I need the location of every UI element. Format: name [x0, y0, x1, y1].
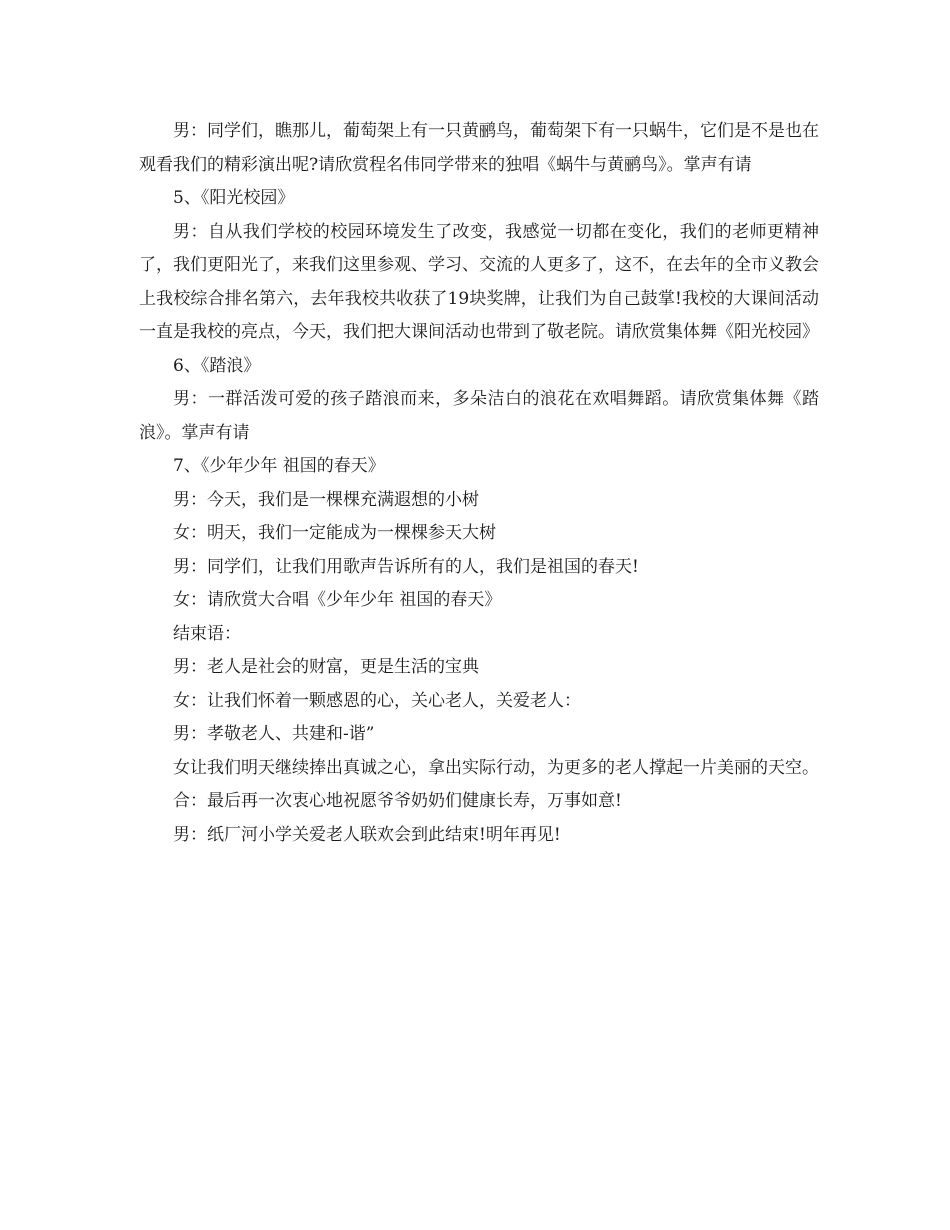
dialogue-line: 男：同学们，让我们用歌声告诉所有的人，我们是祖国的春天!	[173, 556, 639, 577]
dialogue-line: 男：今天，我们是一棵棵充满遐想的小树	[173, 489, 479, 510]
dialogue-line: 合：最后再一次衷心地祝愿爷爷奶奶们健康长寿，万事如意!	[173, 791, 622, 811]
dialogue-line: 女：让我们怀着一颗感恩的心，关心老人，关爱老人：	[173, 690, 581, 711]
dialogue-line: 男：老人是社会的财富，更是生活的宝典	[173, 657, 479, 677]
dialogue-line: 女让我们明天继续捧出真诚之心，拿出实际行动，为更多的老人撑起一片美丽的天空。	[173, 757, 819, 778]
closing-remarks-heading: 结束语：	[173, 623, 241, 644]
paragraph-host-intro-dance-2: 男：一群活泼可爱的孩子踏浪而来，多朵洁白的浪花在欢唱舞蹈。请欣赏集体舞《踏浪》。掌声有请	[139, 389, 819, 443]
document-body	[139, 115, 819, 852]
dialogue-line: 女：请欣赏大合唱《少年少年 祖国的春天》	[173, 590, 502, 610]
paragraph-host-intro-dance-1: 男：自从我们学校的校园环境发生了改变，我感觉一切都在变化，我们的老师更精神了，我们更阳光了，来我们这里参观、学习、交流的人更多了，这不，在去年的全市义教会上我校综合排名第六，去年我校共收获了19块奖牌，让我们为自己鼓掌!我校的大课间活动一直是我校的亮点，今天，我们把大课间活动也带到了敬老院。请欣赏集体舞《阳光校园》	[139, 221, 819, 342]
program-item-5-heading: 5、《阳光校园》	[173, 188, 295, 208]
paragraph-host-intro-song: 男：同学们，瞧那儿，葡萄架上有一只黄鹂鸟，葡萄架下有一只蜗牛，它们是不是也在观看我们的精彩演出呢?请欣赏程名伟同学带来的独唱《蜗牛与黄鹂鸟》。掌声有请	[139, 121, 819, 175]
program-item-6-heading: 6、《踏浪》	[173, 355, 261, 376]
dialogue-line: 男：孝敬老人、共建和-谐”	[173, 724, 375, 744]
program-item-7-heading: 7、《少年少年 祖国的春天》	[173, 456, 385, 476]
dialogue-line: 女：明天，我们一定能成为一棵棵参天大树	[173, 523, 496, 543]
dialogue-line: 男：纸厂河小学关爱老人联欢会到此结束!明年再见!	[173, 824, 561, 845]
